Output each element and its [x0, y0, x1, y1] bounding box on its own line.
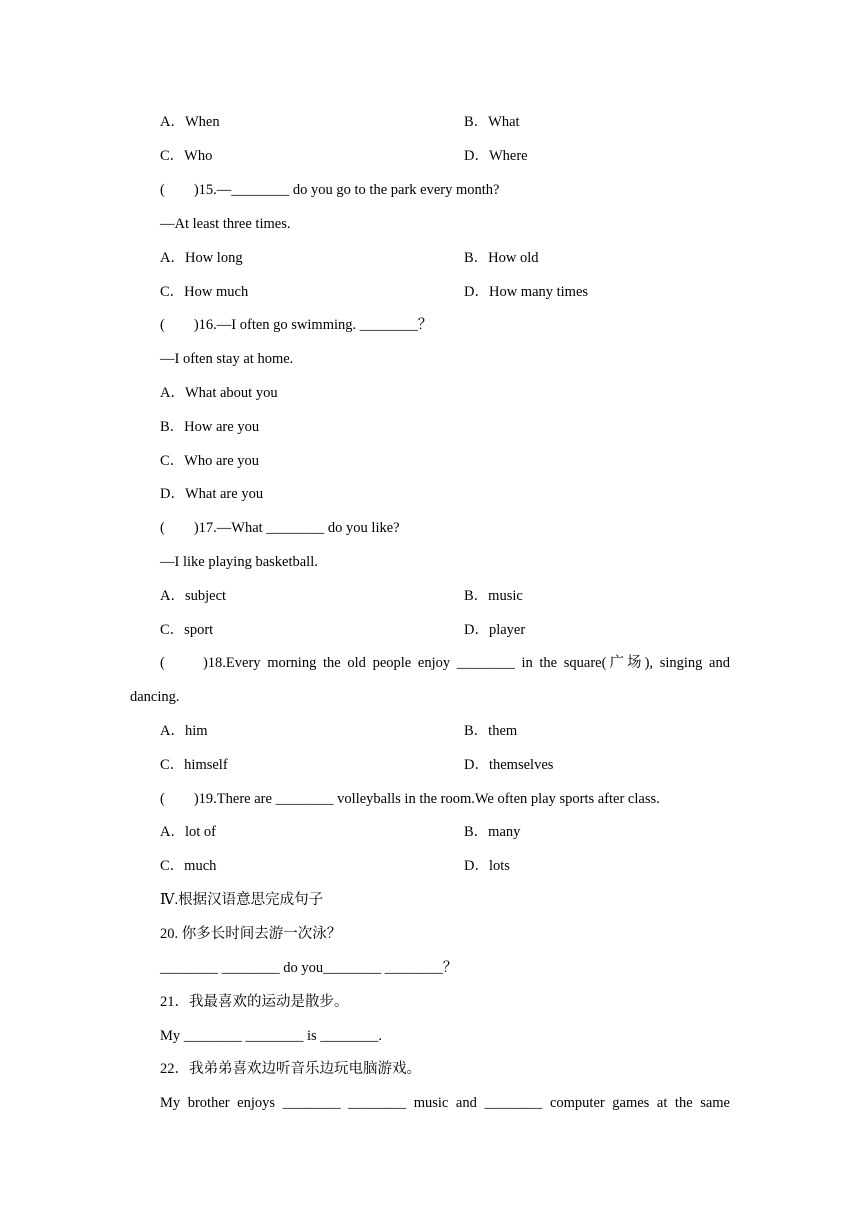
- q16-stem: ( )16.—I often go swimming. ________？: [160, 317, 433, 333]
- q17-option-a: A．subject: [160, 588, 227, 604]
- q16-option-a: A．What about you: [160, 385, 278, 401]
- q22-prompt: 22．我弟弟喜欢边听音乐边玩电脑游戏。: [160, 1061, 421, 1077]
- q16-option-b: B．How are you: [160, 419, 260, 435]
- q18-option-a: A．him: [160, 723, 208, 739]
- q16-option-c: C．Who are you: [160, 453, 260, 469]
- q15-stem: ( )15.—________ do you go to the park every month?: [160, 182, 500, 198]
- q19-stem: ( )19.There are ________ volleyballs in the room.We often play sports after class.: [160, 791, 660, 807]
- q16-option-d: D．What are you: [160, 486, 264, 502]
- q19-option-c: C．much: [160, 858, 217, 874]
- q15-answer: —At least three times.: [160, 216, 291, 232]
- section-4-heading: Ⅳ.根据汉语意思完成句子: [160, 892, 324, 908]
- q20-prompt: 20. 你多长时间去游一次泳？: [160, 926, 342, 942]
- q20-blank-sentence: ________ ________ do you________ ________？: [160, 960, 458, 976]
- q18-option-c: C．himself: [160, 757, 228, 773]
- q19-option-d: D．lots: [464, 858, 510, 874]
- q17-option-d: D．player: [464, 622, 526, 638]
- q17-option-c: C．sport: [160, 622, 214, 638]
- q14-option-d: D．Where: [464, 148, 528, 164]
- q22-blank-sentence: My brother enjoys ________ ________ music and ________ computer games at the same: [160, 1095, 730, 1111]
- q17-answer: —I like playing basketball.: [160, 554, 318, 570]
- q18-option-d: D．themselves: [464, 757, 554, 773]
- q21-prompt: 21．我最喜欢的运动是散步。: [160, 994, 349, 1010]
- q17-stem: ( )17.—What ________ do you like?: [160, 520, 400, 536]
- q15-option-c: C．How much: [160, 284, 249, 300]
- q15-option-a: A．How long: [160, 250, 243, 266]
- q16-answer: —I often stay at home.: [160, 351, 294, 367]
- q18-stem-line1: ( )18.Every morning the old people enjoy ________ in the square(广场), singing and: [160, 655, 730, 671]
- q14-option-a: A．When: [160, 114, 220, 130]
- q19-option-b: B．many: [464, 824, 521, 840]
- q18-stem-line2: dancing.: [130, 689, 180, 705]
- q21-blank-sentence: My ________ ________ is ________.: [160, 1028, 382, 1044]
- q19-option-a: A．lot of: [160, 824, 216, 840]
- q15-option-b: B．How old: [464, 250, 539, 266]
- q15-option-d: D．How many times: [464, 284, 589, 300]
- q17-option-b: B．music: [464, 588, 523, 604]
- q14-option-c: C．Who: [160, 148, 213, 164]
- q18-option-b: B．them: [464, 723, 518, 739]
- q14-option-b: B．What: [464, 114, 520, 130]
